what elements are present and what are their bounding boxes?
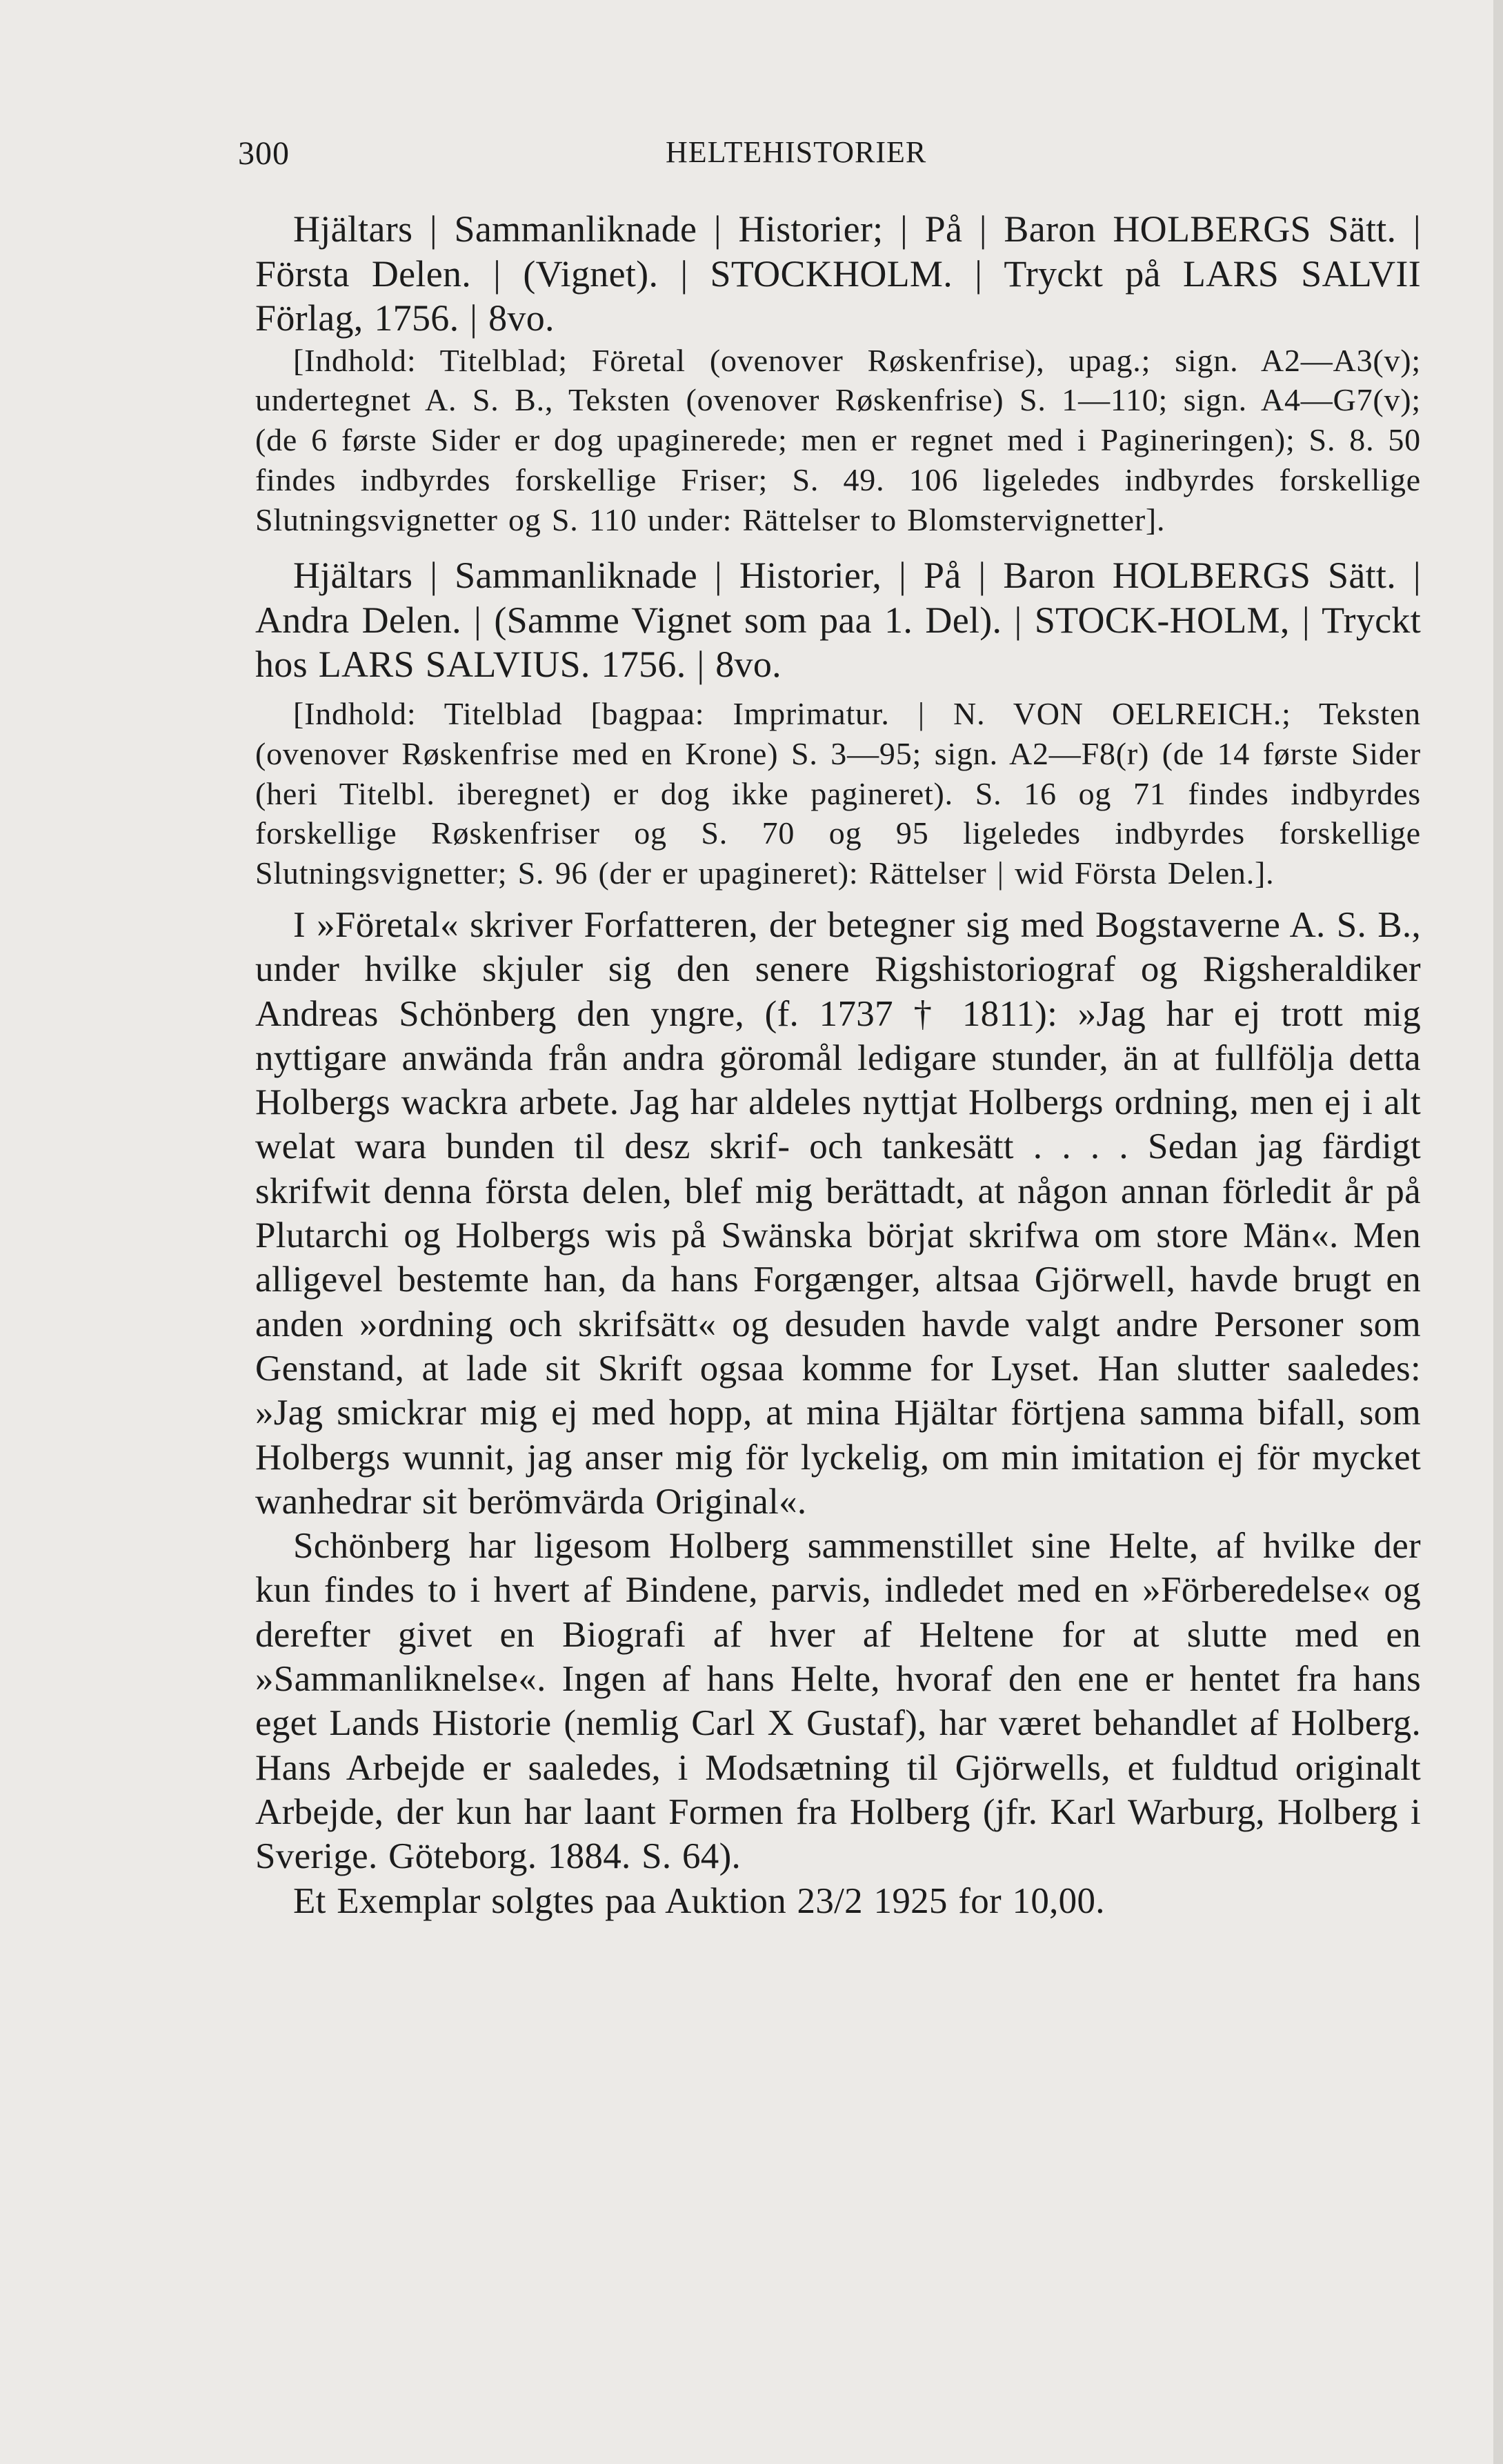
- page-body: [255, 207, 1421, 1923]
- paragraph-foretal: I »Företal« skriver Forfatteren, der betegner sig med Bogstaverne A. S. B., under hvilke skjuler sig den senere Rigshistoriograf og Rigsheraldiker Andreas Schönberg den yngre, (f. 1737 † 1811): »Jag har ej trott mig nyttigare anwända från andra göromål ledigare stunder, än at fullfölja detta Holbergs wackra arbete. Jag har aldeles nyttjat Holbergs ordning, men ej i alt welat wara bunden til desz skrif- och tankesätt . . . . Sedan jag färdigt skrifwit denna första delen, blef mig berättadt, at någon annan förledit år på Plutarchi og Holbergs wis på Swänska börjat skrifwa om store Män«. Men alligevel bestemte han, da hans Forgænger, altsaa Gjörwell, havde brugt en anden »ordning och skrifsätt« og desuden havde valgt andre Personer som Genstand, at lade sit Skrift ogsaa komme for Lyset. Han slutter saaledes: »Jag smickrar mig ej med hopp, at mina Hjältar förtjena samma bifall, som Holbergs wunnit, jag anser mig för lyckelig, om min imitation ej för mycket wanhedrar sit berömvärda Original«.: [255, 904, 1421, 1522]
- page-header: [238, 135, 1411, 176]
- entry-2-title: Hjältars | Sammanliknade | Historier, | På | Baron HOLBERGS Sätt. | Andra Delen. | (Samme Vignet som paa 1. Del). | STOCK-HOLM, | Tryckt hos LARS SALVIUS. 1756. | 8vo.: [255, 555, 1421, 686]
- entry-2-contents: [Indhold: Titelblad [bagpaa: Imprimatur. | N. VON OELREICH.; Teksten (ovenover Røskenfrise med en Krone) S. 3—95; sign. A2—F8(r) (de 14 første Sider (heri Titelbl. iberegnet) er dog ikke pagineret). S. 16 og 71 findes indbyrdes forskellige Røskenfriser og S. 70 og 95 ligeledes indbyrdes forskellige Slutningsvignetter; S. 96 (der er upagineret): Rättelser | wid Första Delen.].: [255, 695, 1421, 891]
- page-number: 300: [238, 135, 290, 172]
- paragraph-auction: Et Exemplar solgtes paa Auktion 23/2 1925 for 10,00.: [293, 1880, 1105, 1921]
- running-head: HELTEHISTORIER: [666, 135, 927, 169]
- entry-1-title: Hjältars | Sammanliknade | Historier; | På | Baron HOLBERGS Sätt. | Första Delen. | (Vignet). | STOCKHOLM. | Tryckt på LARS SALVII Förlag, 1756. | 8vo.: [255, 208, 1421, 339]
- entry-1-contents: [Indhold: Titelblad; Företal (ovenover Røskenfrise), upag.; sign. A2—A3(v); undertegnet A. S. B., Teksten (ovenover Røskenfrise) S. 1—110; sign. A4—G7(v); (de 6 første Sider er dog upaginerede; men er regnet med i Pagineringen); S. 8. 50 findes indbyrdes forskellige Friser; S. 49. 106 ligeledes indbyrdes forskellige Slutningsvignetter og S. 110 under: Rättelser to Blomstervignetter].: [255, 342, 1421, 537]
- page-edge-shadow: [1493, 0, 1503, 2464]
- paragraph-schonberg: Schönberg har ligesom Holberg sammenstillet sine Helte, af hvilke der kun findes to i hvert af Bindene, parvis, indledet med en »Förberedelse« og derefter givet en Biografi af hver af Heltene for at slutte med en »Sammanliknelse«. Ingen af hans Helte, hvoraf den ene er hentet fra hans eget Lands Historie (nemlig Carl X Gustaf), har været behandlet af Holberg. Hans Arbejde er saaledes, i Modsætning til Gjörwells, et fuldtud originalt Arbejde, der kun har laant Formen fra Holberg (jfr. Karl Warburg, Holberg i Sverige. Göteborg. 1884. S. 64).: [255, 1526, 1421, 1877]
